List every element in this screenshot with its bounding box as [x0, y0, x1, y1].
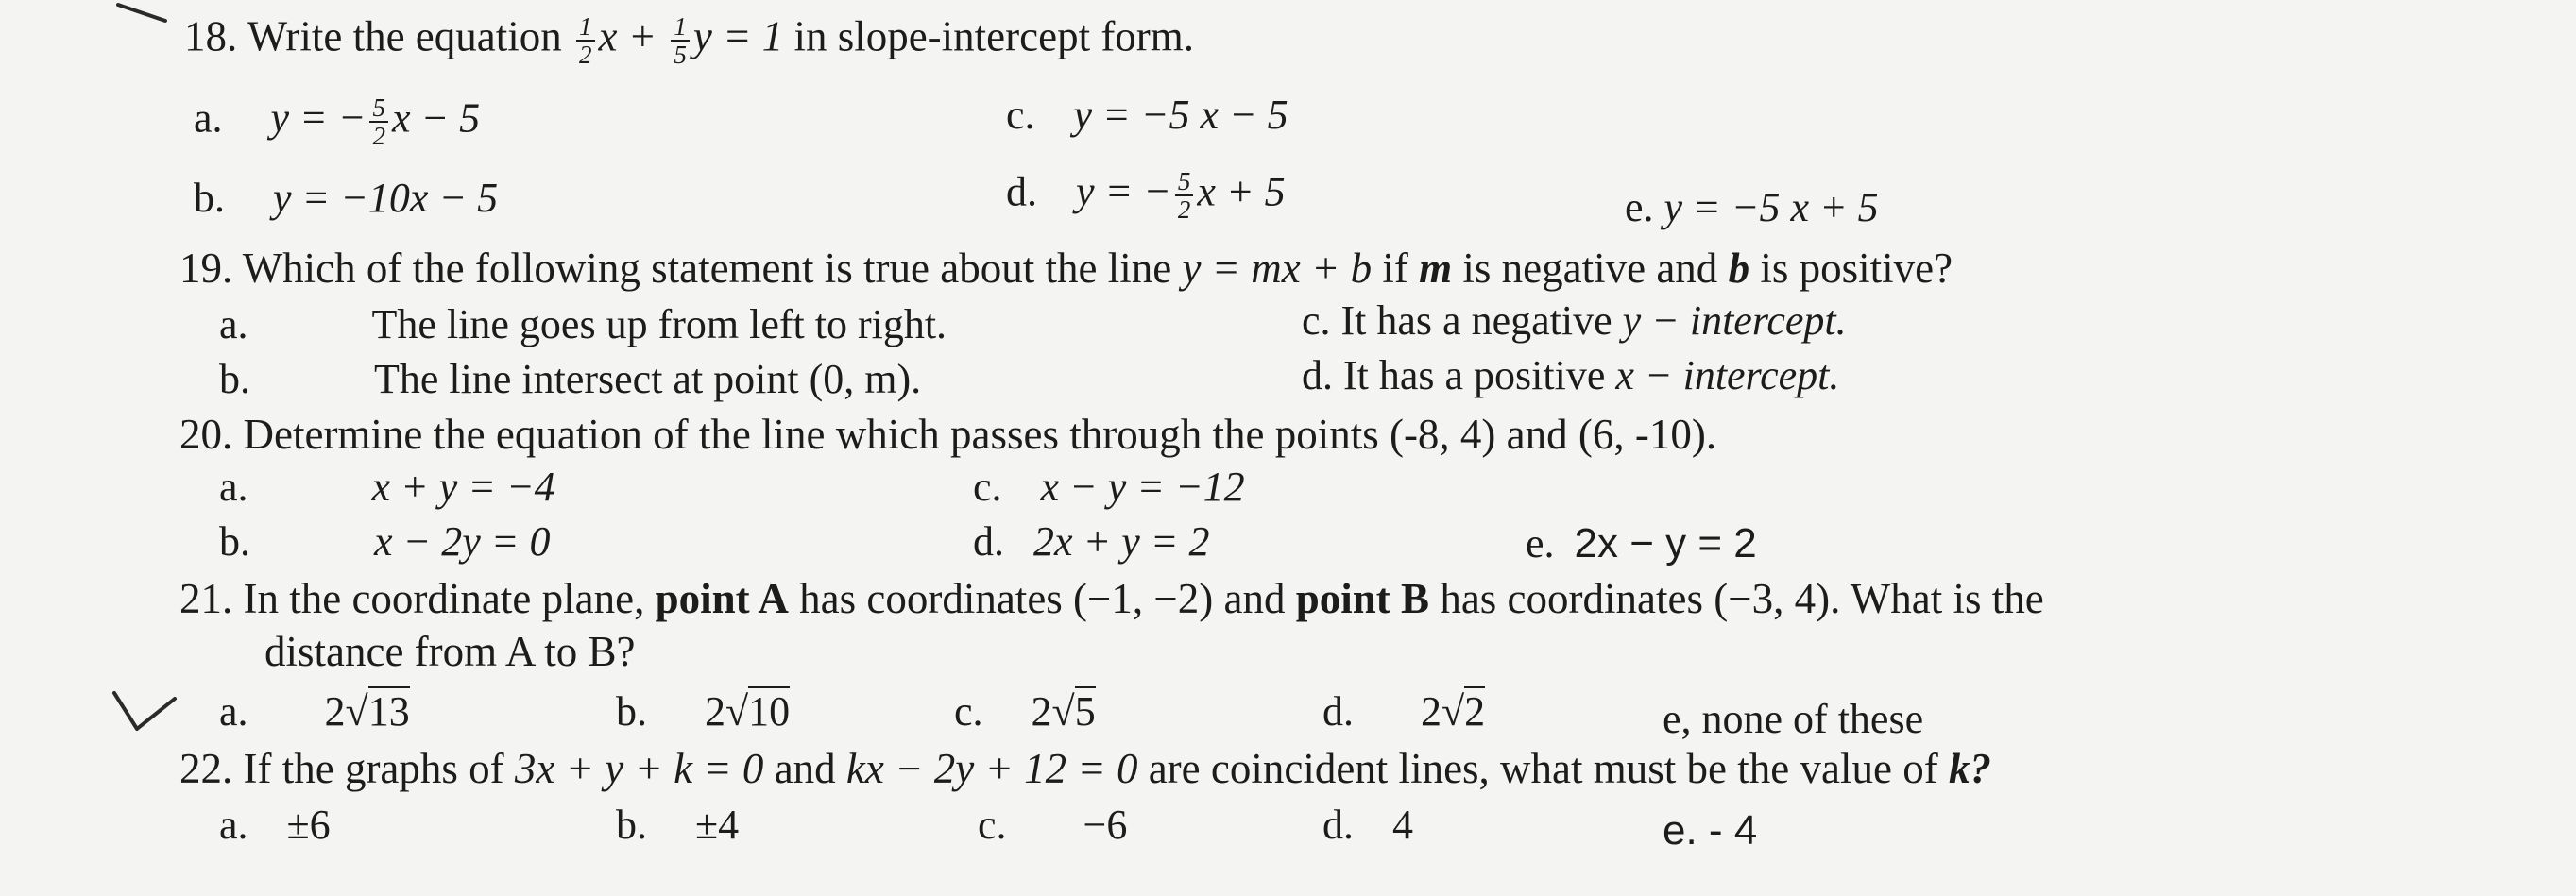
choice-22b: b. ±4: [616, 802, 740, 848]
choice-19a: a. The line goes up from left to right.: [219, 301, 947, 347]
question-22: 22. If the graphs of 3x + y + k = 0 and kx − 2y + 12 = 0 are coincident lines, what must be the value of k?: [179, 745, 1991, 792]
choice-22d: d. 4: [1322, 802, 1413, 848]
question-number: 18.: [184, 12, 238, 60]
choice-19b: b. The line intersect at point (0, m).: [219, 356, 922, 402]
choice-18e: e. y = −5 x + 5: [1625, 184, 1879, 230]
question-21: 21. In the coordinate plane, point A has coordinates (−1, −2) and point B has coordinates (−3, 4). What is the: [179, 575, 2044, 622]
pencil-checkmark: [109, 687, 179, 735]
sqrt-icon: √: [725, 688, 749, 735]
question-text: in slope-intercept form.: [793, 12, 1195, 60]
sqrt-icon: √: [1442, 688, 1465, 735]
equation: kx − 2y + 12 = 0: [845, 745, 1138, 792]
question-number: 19.: [179, 245, 233, 292]
choice-18b: b. y = −10x − 5: [194, 175, 499, 221]
fraction: $\frac{1}{5}$: [671, 13, 690, 69]
question-text: Write the equation: [247, 12, 562, 60]
fraction: $\frac{5}{2}$: [1175, 168, 1194, 224]
choice-22c: c. −6: [978, 802, 1128, 848]
question-number: 20.: [179, 411, 233, 458]
choice-21b: b. 2√10: [616, 688, 791, 735]
choice-18c: c. y = −5 x − 5: [1006, 92, 1288, 138]
question-19: 19. Which of the following statement is true about the line y = mx + b if m is negative and b is positive?: [179, 245, 1953, 292]
choice-21e: e, none of these: [1663, 696, 1924, 742]
question-number: 21.: [179, 575, 233, 622]
choice-21a: a. 2√13: [219, 688, 410, 735]
choice-18d: d. y = − $\frac{5}{2}$ x + 5: [1006, 167, 1286, 225]
fraction: $\frac{5}{2}$: [369, 94, 388, 150]
choice-22a: a. ±6: [219, 802, 331, 848]
equation-part: y = 1: [692, 12, 784, 60]
choice-20c: c. x − y = −12: [973, 464, 1245, 510]
question-20: 20. Determine the equation of the line which passes through the points (-8, 4) and (6, -10).: [179, 411, 1717, 458]
equation-part: x +: [598, 12, 657, 60]
sqrt-icon: √: [345, 688, 368, 735]
choice-19c: c. It has a negative y − intercept.: [1302, 297, 1847, 344]
choice-19d: d. It has a positive x − intercept.: [1302, 352, 1840, 398]
choice-22e: e. - 4: [1663, 807, 1758, 854]
choice-20e: e. 2x − y = 2: [1526, 520, 1757, 566]
choice-20d: d. 2x + y = 2: [973, 518, 1210, 565]
choice-18a: a. y = − $\frac{5}{2}$ x − 5: [194, 93, 481, 151]
pencil-mark-top: [113, 0, 170, 28]
question-18: [184, 13, 1194, 69]
equation: 3x + y + k = 0: [514, 745, 764, 792]
choice-20a: a. x + y = −4: [219, 464, 555, 510]
sqrt-icon: √: [1051, 688, 1075, 735]
question-21-line2: distance from A to B?: [264, 628, 636, 675]
choice-20b: b. x − 2y = 0: [219, 518, 551, 565]
choice-21d: d. 2√2: [1322, 688, 1486, 735]
fraction: $\frac{1}{2}$: [576, 13, 595, 69]
equation: y = mx + b: [1182, 245, 1373, 292]
question-number: 22.: [179, 745, 233, 792]
choice-21c: c. 2√5: [954, 688, 1096, 735]
